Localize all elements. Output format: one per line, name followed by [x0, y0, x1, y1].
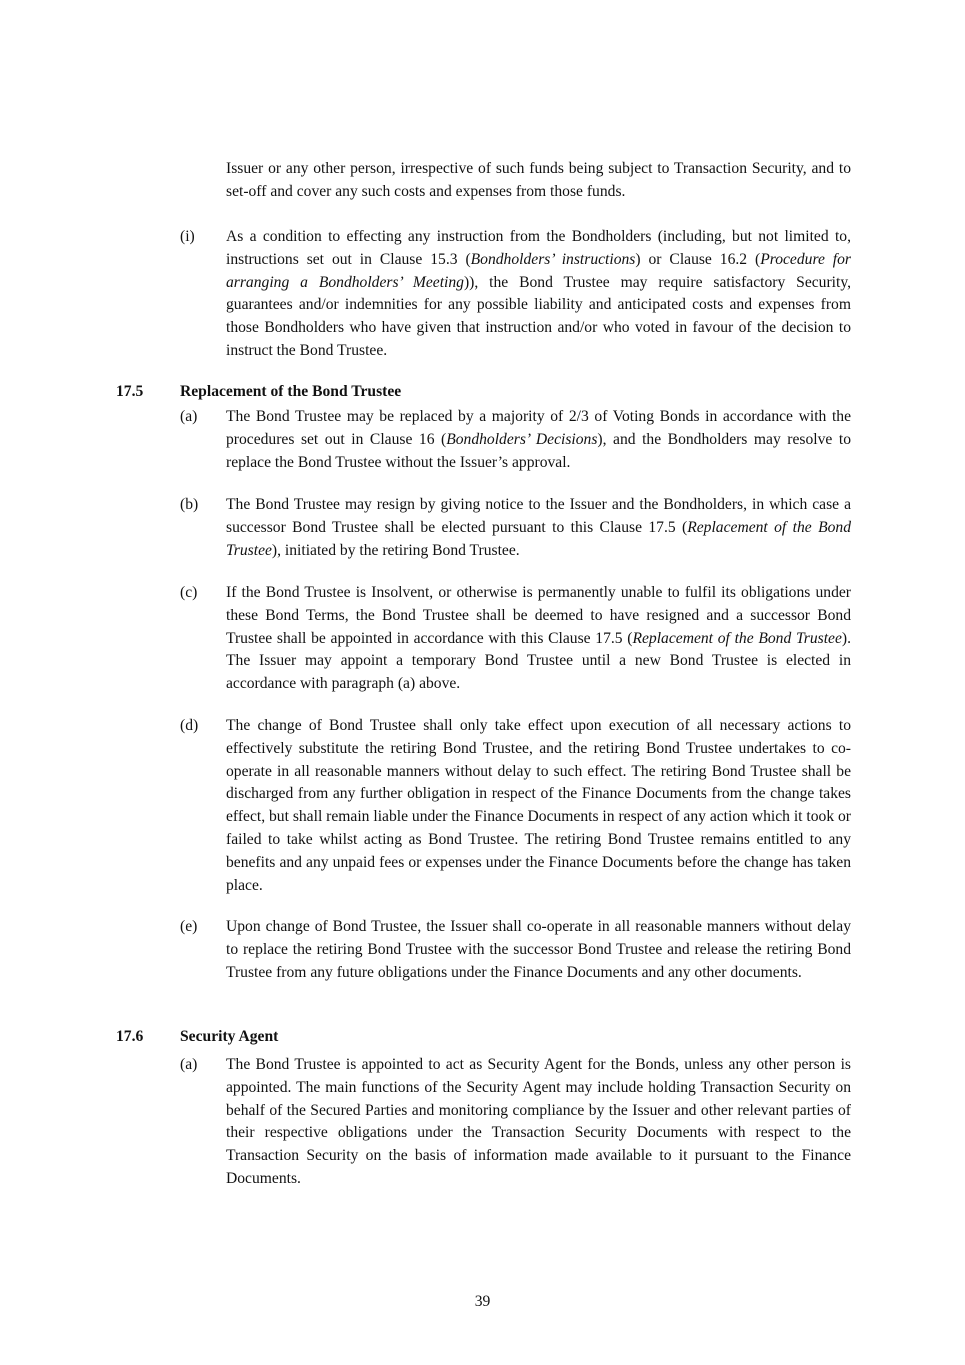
clause-reference: Replacement of the Bond Trustee: [226, 518, 851, 559]
item-17-5-b-text: The Bond Trustee may resign by giving notice to the Issuer and the Bondholders, in which case a successor Bond Trustee shall be elected pursuant to this Clause 17.5 (Replacement of the Bond Trustee), initiated by the retiring Bond Trustee.: [226, 496, 851, 559]
clause-reference: Procedure for arranging a Bondholders’ Meeting: [226, 250, 851, 291]
item-label-17-5-d: (d): [180, 717, 199, 734]
continued-paragraph: Issuer or any other person, irrespective of such funds being subject to Transaction Security, and to set-off and cover any such costs and expenses from those funds.: [226, 160, 851, 200]
item-17-6-a-text: The Bond Trustee is appointed to act as Security Agent for the Bonds, unless any other person is appointed. The main functions of the Security Agent may include holding Transaction Security on behalf of the Secured Parties and monitoring compliance by the Issuer and other relevant parties of their respective obligations under the Transaction Security Documents with respect to the Transaction Security on the basis of information made available to it pursuant to the Finance Documents.: [226, 1056, 851, 1187]
item-label-17-5-c: (c): [180, 584, 198, 601]
section-title-17-6: Security Agent: [180, 1028, 279, 1045]
clause-reference: Bondholders’ instructions: [470, 250, 636, 268]
section-number-17-6: 17.6: [116, 1028, 144, 1045]
section-number-17-5: 17.5: [116, 383, 144, 400]
item-17-5-c-text: If the Bond Trustee is Insolvent, or otherwise is permanently unable to fulfil its obligations under these Bond Terms, the Bond Trustee shall be deemed to have resigned and a successor Bond Trustee shall be appointed in accordance with this Clause 17.5 (Replacement of the Bond Trustee). The Issuer may appoint a temporary Bond Trustee until a new Bond Trustee is elected in accordance with paragraph (a) above.: [226, 584, 851, 693]
item-label-17-6-a: (a): [180, 1056, 198, 1073]
item-label-17-5-a: (a): [180, 408, 198, 425]
clause-reference: Replacement of the Bond Trustee: [632, 629, 842, 647]
item-17-5-e-text: Upon change of Bond Trustee, the Issuer shall co-operate in all reasonable manners without delay to replace the retiring Bond Trustee with the successor Bond Trustee and release the retiring Bond Trustee from any future obligations under the Finance Documents and any other documents.: [226, 918, 851, 981]
clause-reference: Bondholders’ Decisions: [446, 430, 598, 448]
item-17-5-a-text: The Bond Trustee may be replaced by a majority of 2/3 of Voting Bonds in accordance with the procedures set out in Clause 16 (Bondholders’ Decisions), and the Bondholders may resolve to replace the Bond Trustee without the Issuer’s approval.: [226, 408, 851, 471]
item-label-17-5-e: (e): [180, 918, 198, 935]
page-number: 39: [474, 1293, 491, 1310]
section-title-17-5: Replacement of the Bond Trustee: [180, 383, 402, 400]
item-i-text: As a condition to effecting any instruction from the Bondholders (including, but not limited to, instructions set out in Clause 15.3 (Bondholders’ instructions) or Clause 16.2 (Procedure for arranging a Bondholders’ Meeting)), the Bond Trustee may require satisfactory Security, guarantees and/or indemnities for any possible liability and anticipated costs and expenses from those Bondholders who have given that instruction and/or who voted in favour of the decision to instruct the Bond Trustee.: [226, 228, 852, 359]
item-label-i: (i): [180, 228, 195, 245]
item-label-17-5-b: (b): [180, 496, 199, 513]
item-17-5-d-text: The change of Bond Trustee shall only take effect upon execution of all necessary actions to effectively substitute the retiring Bond Trustee, and the retiring Bond Trustee undertakes to co-operate in all reasonable manners without delay to such effect. The retiring Bond Trustee shall be discharged from any further obligation in respect of the Finance Documents from the change takes effect, but shall remain liable under the Finance Documents in respect of any action which it took or failed to take whilst acting as Bond Trustee. The retiring Bond Trustee remains entitled to any benefits and any unpaid fees or expenses under the Finance Documents before the change has taken place.: [226, 717, 851, 894]
